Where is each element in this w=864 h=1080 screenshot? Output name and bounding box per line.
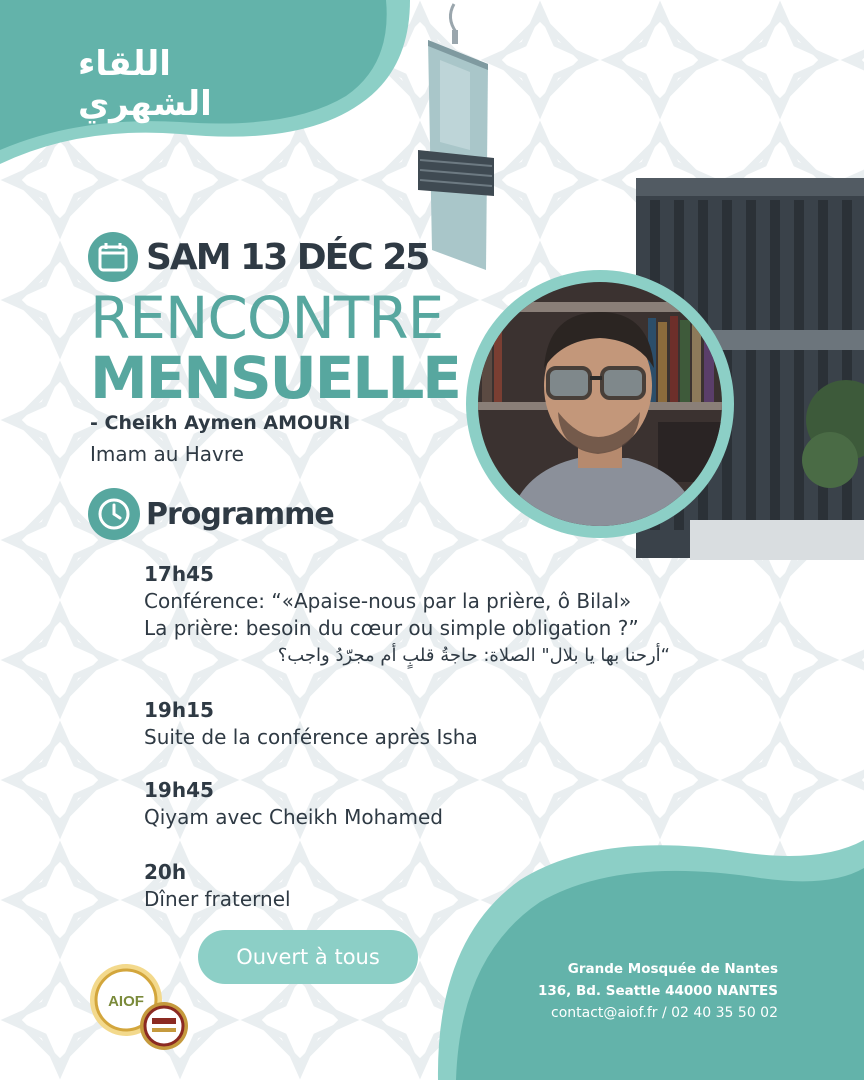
schedule-text: Dîner fraternel xyxy=(144,887,291,911)
schedule-text: Conférence: “«Apaise-nous par la prière, ô Bilal» xyxy=(144,589,632,613)
venue-name: Grande Mosquée de Nantes xyxy=(567,961,778,977)
date-row xyxy=(88,232,428,282)
schedule-item xyxy=(144,562,670,669)
schedule-time: 19h15 xyxy=(144,698,214,722)
schedule-text: Suite de la conférence après Isha xyxy=(144,725,478,749)
schedule-item xyxy=(144,778,443,831)
schedule-arabic-text: “أرحنا بها يا بلال" الصلاة: حاجةُ قلبٍ أم مجرّدُ واجب؟ xyxy=(277,645,670,666)
event-date: SAM 13 DÉC 25 xyxy=(146,236,429,278)
programme-heading xyxy=(88,488,334,540)
aiof-logo xyxy=(86,962,196,1058)
schedule-time: 19h45 xyxy=(144,778,214,802)
clock-icon xyxy=(88,488,140,540)
schedule-item xyxy=(144,860,291,913)
speaker-portrait xyxy=(478,282,722,526)
schedule-item xyxy=(144,698,478,751)
logo-text: AIOF xyxy=(108,993,144,1010)
schedule-time: 20h xyxy=(144,860,187,884)
calendar-icon xyxy=(88,232,138,282)
schedule-text: Qiyam avec Cheikh Mohamed xyxy=(144,805,444,829)
schedule-text: La prière: besoin du cœur ou simple obligation ?” xyxy=(144,616,639,640)
venue-address xyxy=(460,958,778,1002)
contact-info: contact@aiof.fr / 02 40 35 50 02 xyxy=(551,1005,778,1021)
speaker-role: Imam au Havre xyxy=(90,442,244,466)
event-title-line1: RENCONTRE xyxy=(90,284,444,352)
schedule-time: 17h45 xyxy=(144,562,214,586)
open-to-all-badge: Ouvert à tous xyxy=(198,930,418,984)
speaker-name: - Cheikh Aymen AMOURI xyxy=(90,412,351,434)
event-title-line2: MENSUELLE xyxy=(90,344,460,412)
speaker-portrait-frame xyxy=(466,270,734,538)
programme-label: Programme xyxy=(146,496,334,532)
arabic-title: اللقاء الشهري xyxy=(78,44,212,124)
venue-street: 136, Bd. Seattle 44000 NANTES xyxy=(537,983,778,999)
